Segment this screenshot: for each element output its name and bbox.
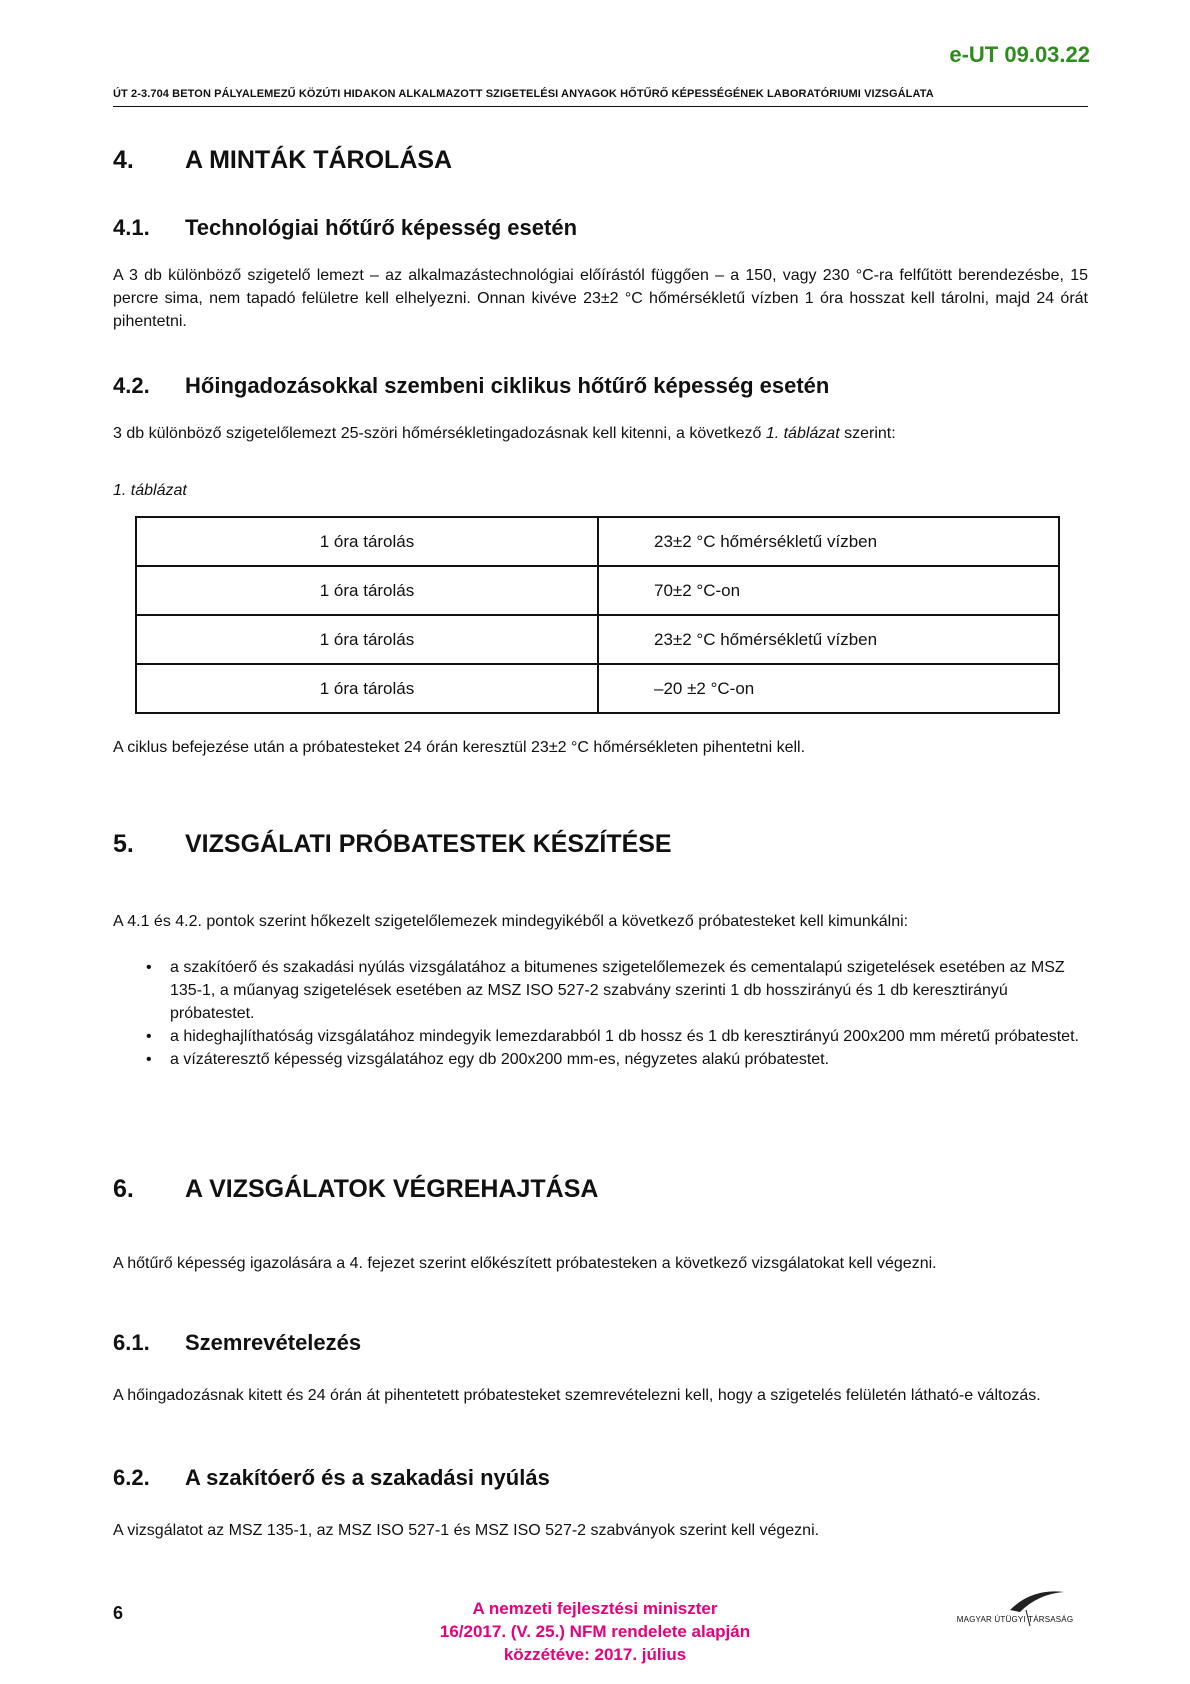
table-row [136,517,1059,566]
section-number: 4.1. [113,215,150,240]
section-4-2-text [113,422,1088,445]
text-fragment: 3 db különböző szigetelőlemezt 25-szöri hőmérsékletingadozásnak kell kitenni, a következő [113,425,766,442]
section-4-1-text: A 3 db különböző szigetelő lemezt – az alkalmazástechnológiai előírástól függően – a 150, vagy 230 °C-ra felfűtött berendezésbe, 15 percre sima, nem tapadó felületre kell elhelyezni. Onnan kivéve 23±2 °C hőmérsékletű vízben 1 óra hosszat kell tárolni, majd 24 órát pihentetni. [113,267,1088,330]
section-title: A VIZSGÁLATOK VÉGREHAJTÁSA [185,1175,599,1203]
section-6-2-text: A vizsgálatot az MSZ 135-1, az MSZ ISO 527-1 és MSZ ISO 527-2 szabványok szerint kell végezni. [113,1522,820,1539]
publication-note-line: A nemzeti fejlesztési miniszter [472,1599,718,1618]
table-cell: 23±2 °C hőmérsékletű vízben [598,615,1059,664]
bullet-icon: • [146,959,152,976]
section-number: 5. [113,830,134,858]
page-number: 6 [113,1603,124,1623]
table-reference: 1. táblázat [765,425,840,442]
section-number: 6.1. [113,1330,150,1355]
table-cell: 1 óra tárolás [136,566,598,615]
after-table-text: A ciklus befejezése után a próbatesteket 24 órán keresztül 23±2 °C hőmérsékleten pihentetni kell. [113,739,806,756]
section-6-intro: A hőtűrő képesség igazolására a 4. fejezet szerint előkészített próbatesteken a következő vizsgálatokat kell végezni. [113,1255,937,1272]
section-number: 4.2. [113,373,150,398]
document-code: e-UT 09.03.22 [949,42,1090,67]
list-item [140,1025,1080,1048]
section-6-2-heading [113,1465,550,1491]
publication-note-line: 16/2017. (V. 25.) NFM rendelete alapján [439,1622,751,1641]
section-4-2-heading [113,373,829,399]
table-row [136,615,1059,664]
logo-text: MAGYAR ÚTÜGYI TÁRSASÁG [956,1615,1074,1624]
list-item [140,1048,1080,1071]
section-6-1-text: A hőingadozásnak kitett és 24 órán át pihentetett próbatesteket szemrevételezni kell, hogy a szigetelés felületén látható-e változás. [113,1387,1041,1404]
section-title: Szemrevételezés [185,1330,362,1355]
section-4-heading [113,146,452,175]
specimen-list [140,956,1080,1071]
section-number: 6. [113,1175,134,1203]
list-item-text: a vízáteresztő képesség vizsgálatához egy db 200x200 mm-es, négyzetes alakú próbatestet. [170,1051,830,1068]
section-4-1-heading [113,215,577,241]
bullet-icon: • [146,1051,152,1068]
bullet-icon: • [146,1028,152,1045]
list-item-text: a hideghajlíthatóság vizsgálatához mindegyik lemezdarabból 1 db hossz és 1 db keresztirányú 200x200 mm méretű próbatestet. [170,1028,1079,1045]
table-cell: 1 óra tárolás [136,615,598,664]
list-item-text: a szakítóerő és szakadási nyúlás vizsgálatához a bitumenes szigetelőlemezek és cementalapú szigetelések esetében az MSZ 135-1, a műanyag szigetelések esetében az MSZ ISO 527-2 szabvány szerinti 1 db hosszirányú és 1 db keresztirányú próbatestet. [170,959,1065,1022]
section-title: Technológiai hőtűrő képesség esetén [185,215,578,240]
table-cell: –20 ±2 °C-on [598,664,1059,713]
section-5-intro: A 4.1 és 4.2. pontok szerint hőkezelt szigetelőlemezek mindegyikéből a következő próbatesteket kell kimunkálni: [113,913,909,930]
table-cell: 1 óra tárolás [136,517,598,566]
section-title: A szakítóerő és a szakadási nyúlás [185,1465,550,1490]
section-title: A MINTÁK TÁROLÁSA [185,146,453,174]
running-header-title: ÚT 2-3.704 BETON PÁLYALEMEZŰ KÖZÚTI HIDAKON ALKALMAZOTT SZIGETELÉSI ANYAGOK HŐTŰRŐ KÉPESSÉGÉNEK LABORATÓRIUMI VIZSGÁLATA [113,88,1088,107]
table-row [136,566,1059,615]
table-caption: 1. táblázat [113,482,187,499]
section-number: 6.2. [113,1465,150,1490]
publication-note-line: közzétéve: 2017. július [503,1645,687,1664]
list-item [140,956,1080,1025]
section-6-1-heading [113,1330,361,1356]
table-row [136,664,1059,713]
table-cell: 23±2 °C hőmérsékletű vízben [598,517,1059,566]
storage-cycle-table [135,516,1060,714]
section-number: 4. [113,146,134,174]
organization-logo [940,1582,1090,1632]
table-cell: 1 óra tárolás [136,664,598,713]
section-title: VIZSGÁLATI PRÓBATESTEK KÉSZÍTÉSE [185,830,672,858]
text-fragment: szerint: [839,425,896,442]
section-5-heading [113,830,672,859]
section-title: Hőingadozásokkal szembeni ciklikus hőtűrő képesség esetén [185,373,830,398]
section-6-heading [113,1175,598,1204]
road-swoosh-icon [940,1582,1090,1632]
publication-note [360,1597,830,1666]
table-cell: 70±2 °C-on [598,566,1059,615]
